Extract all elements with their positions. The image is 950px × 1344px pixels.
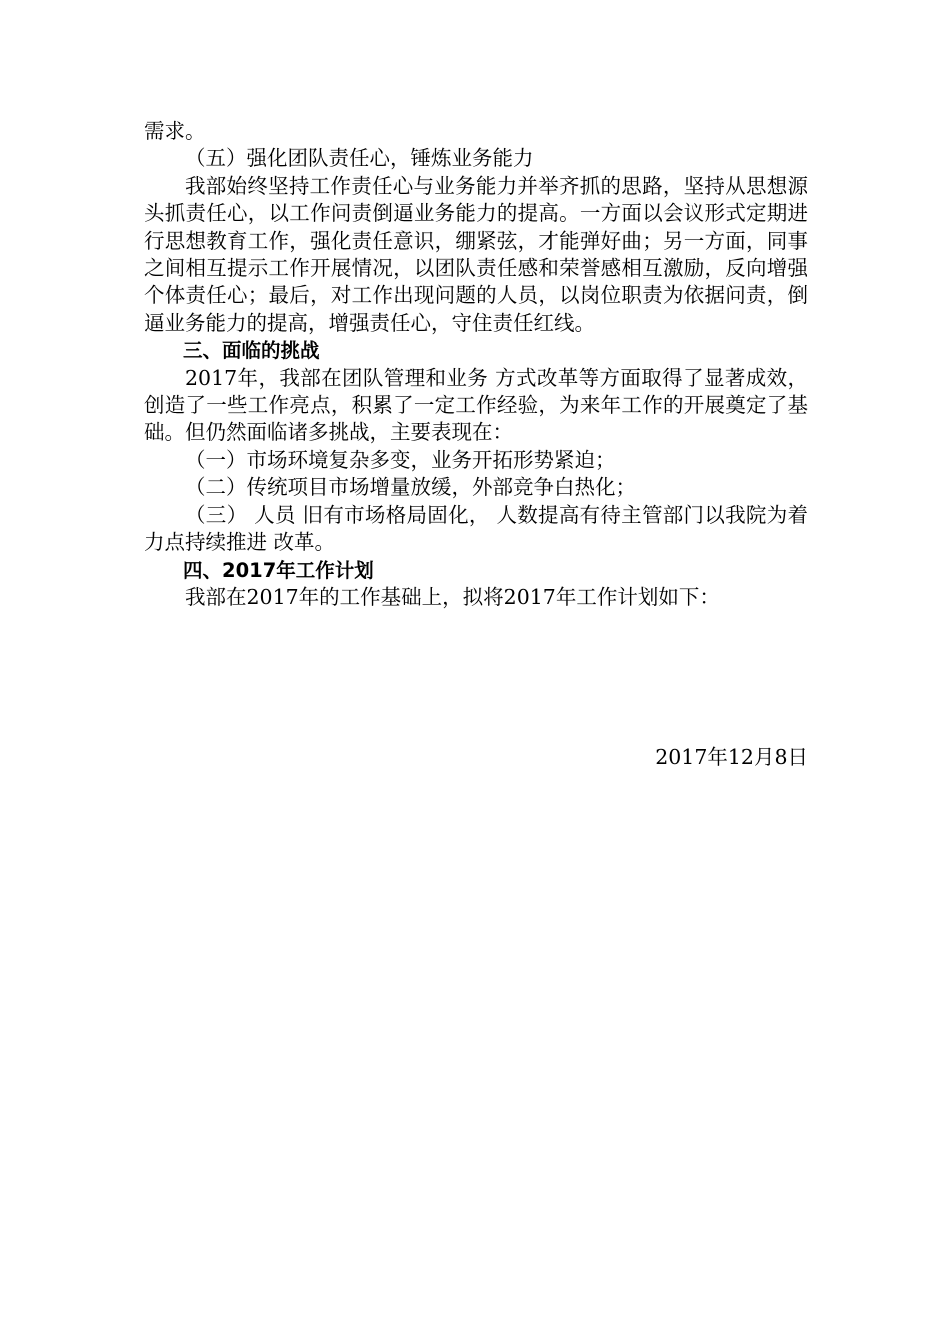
document-date: 2017年12月8日 bbox=[655, 745, 808, 769]
subheading-five: （五）强化团队责任心，锤炼业务能力 bbox=[185, 146, 534, 171]
heading-work-plan: 四、2017年工作计划 bbox=[183, 558, 374, 582]
paragraph-continuation: 需求。 bbox=[144, 119, 206, 143]
challenge-item-one: （一）市场环境复杂多变，业务开拓形势紧迫； bbox=[185, 447, 616, 472]
paragraph-challenges-intro: 2017年，我部在团队管理和业务 方式改革等方面取得了显著成效，创造了一些工作亮点，积累了一定工作经验，为来年工作的开展奠定了基础。但仍然面临诸多挑战，主要表现在： bbox=[144, 365, 808, 445]
heading-challenges: 三、面临的挑战 bbox=[183, 339, 320, 363]
document-body bbox=[144, 118, 808, 611]
paragraph-work-plan: 我部在2017年的工作基础上，拟将2017年工作计划如下： bbox=[185, 584, 720, 609]
challenge-item-three: （三） 人员 旧有市场格局固化， 人数提高有待主管部门以我院为着力点持续推进 改革。 bbox=[144, 502, 808, 555]
challenge-item-two: （二）传统项目市场增量放缓，外部竞争白热化； bbox=[185, 475, 636, 500]
paragraph-responsibility: 我部始终坚持工作责任心与业务能力并举齐抓的思路，坚持从思想源头抓责任心，以工作问责倒逼业务能力的提高。一方面以会议形式定期进行思想教育工作，强化责任意识，绷紧弦，才能弹好曲；另一方面，同事之间相互提示工作开展情况，以团队责任感和荣誉感相互激励，反向增强个体责任心；最后，对工作出现问题的人员，以岗位职责为依据问责，倒逼业务能力的提高，增强责任心，守住责任红线。 bbox=[144, 173, 808, 335]
